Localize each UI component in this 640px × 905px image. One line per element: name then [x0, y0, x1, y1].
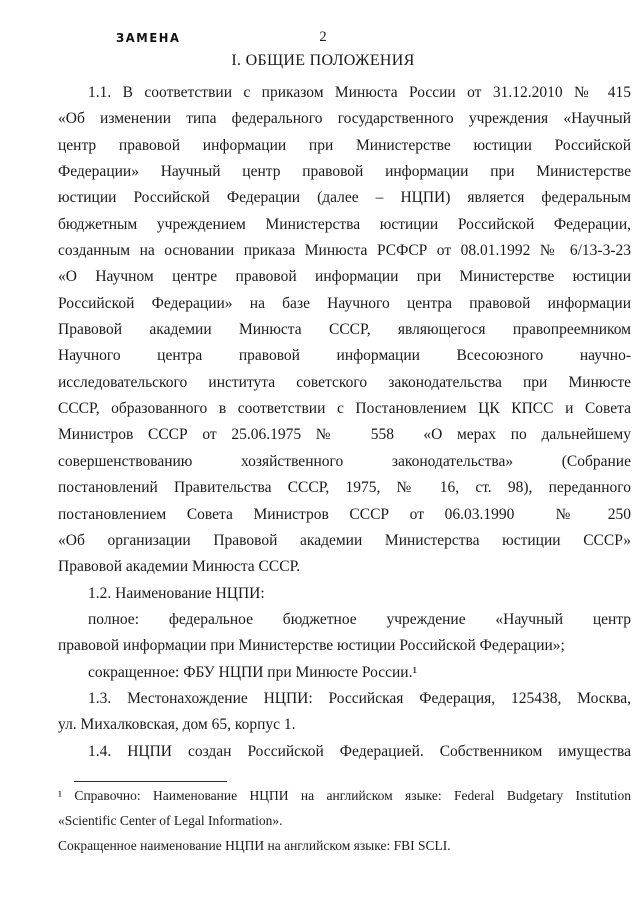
body-text-line: созданным на основании приказа Минюста РСФСР от 08.01.1992 № 6/13-3-23 — [58, 242, 631, 260]
body-text-line: исследовательского института советского законодательства при Минюсте — [58, 373, 631, 391]
body-text-line: «О Научном центре правовой информации при Министерстве юстиции — [58, 268, 631, 286]
body-text-line: постановлений Правительства СССР, 1975, № 16, ст. 98), переданного — [58, 479, 631, 497]
body-text-line: 1.4. НЦПИ создан Российской Федерацией. Собственником имущества — [88, 742, 631, 760]
footnote — [58, 783, 631, 858]
document-body — [58, 80, 631, 765]
footnote-separator — [74, 781, 227, 782]
footnote-text-line: ¹ Справочно: Наименование НЦПИ на английском языке: Federal Budgetary Institution — [58, 788, 631, 803]
body-text-line: «Об организации Правовой академии Министерства юстиции СССР» — [58, 531, 631, 549]
body-text-line: бюджетным учреждением Министерства юстиции Российской Федерации, — [58, 215, 631, 233]
body-text-line: Научного центра правовой информации Всесоюзного научно- — [58, 347, 631, 365]
body-text-line: сокращенное: ФБУ НЦПИ при Минюсте России.¹ — [88, 663, 418, 681]
page-number: 2 — [319, 29, 327, 45]
body-text-line: ул. Михалковская, дом 65, корпус 1. — [58, 716, 296, 734]
body-text-line: 1.3. Местонахождение НЦПИ: Российская Федерация, 125438, Москва, — [88, 689, 631, 707]
body-text-line: СССР, образованного в соответствии с Постановлением ЦК КПСС и Совета — [58, 400, 631, 418]
body-text-line: Правовой академии Минюста СССР, являющегося правопреемником — [58, 321, 631, 339]
body-text-line: Федерации» Научный центр правовой информации при Министерстве — [58, 163, 631, 181]
body-text-line: 1.1. В соответствии с приказом Минюста России от 31.12.2010 № 415 — [88, 84, 631, 101]
section-heading: I. ОБЩИЕ ПОЛОЖЕНИЯ — [231, 52, 415, 69]
replacement-stamp: ЗАМЕНА — [116, 30, 181, 46]
body-text-line: постановлением Совета Министров СССР от 06.03.1990 № 250 — [58, 505, 631, 523]
body-text-line: «Об изменении типа федерального государственного учреждения «Научный — [58, 110, 631, 128]
footnote-text-line: «Scientific Center of Legal Information». — [58, 813, 283, 828]
body-text-line: совершенствованию хозяйственного законодательства» (Собрание — [58, 452, 631, 470]
body-text-line: полное: федеральное бюджетное учреждение «Научный центр — [88, 610, 631, 628]
body-text-line: центр правовой информации при Министерстве юстиции Российской — [58, 136, 631, 154]
body-text-line: Российской Федерации» на базе Научного центра правовой информации — [58, 294, 631, 312]
footnote-text-line: Сокращенное наименование НЦПИ на английском языке: FBI SCLI. — [58, 838, 451, 853]
body-text-line: Министров СССР от 25.06.1975 № 558 «О мерах по дальнейшему — [58, 426, 631, 444]
body-text-line: Правовой академии Минюста СССР. — [58, 558, 301, 576]
body-text-line: 1.2. Наименование НЦПИ: — [88, 584, 265, 602]
body-text-line: правовой информации при Министерстве юстиции Российской Федерации»; — [58, 637, 565, 655]
body-text-line: юстиции Российской Федерации (далее – НЦПИ) является федеральным — [58, 189, 631, 207]
